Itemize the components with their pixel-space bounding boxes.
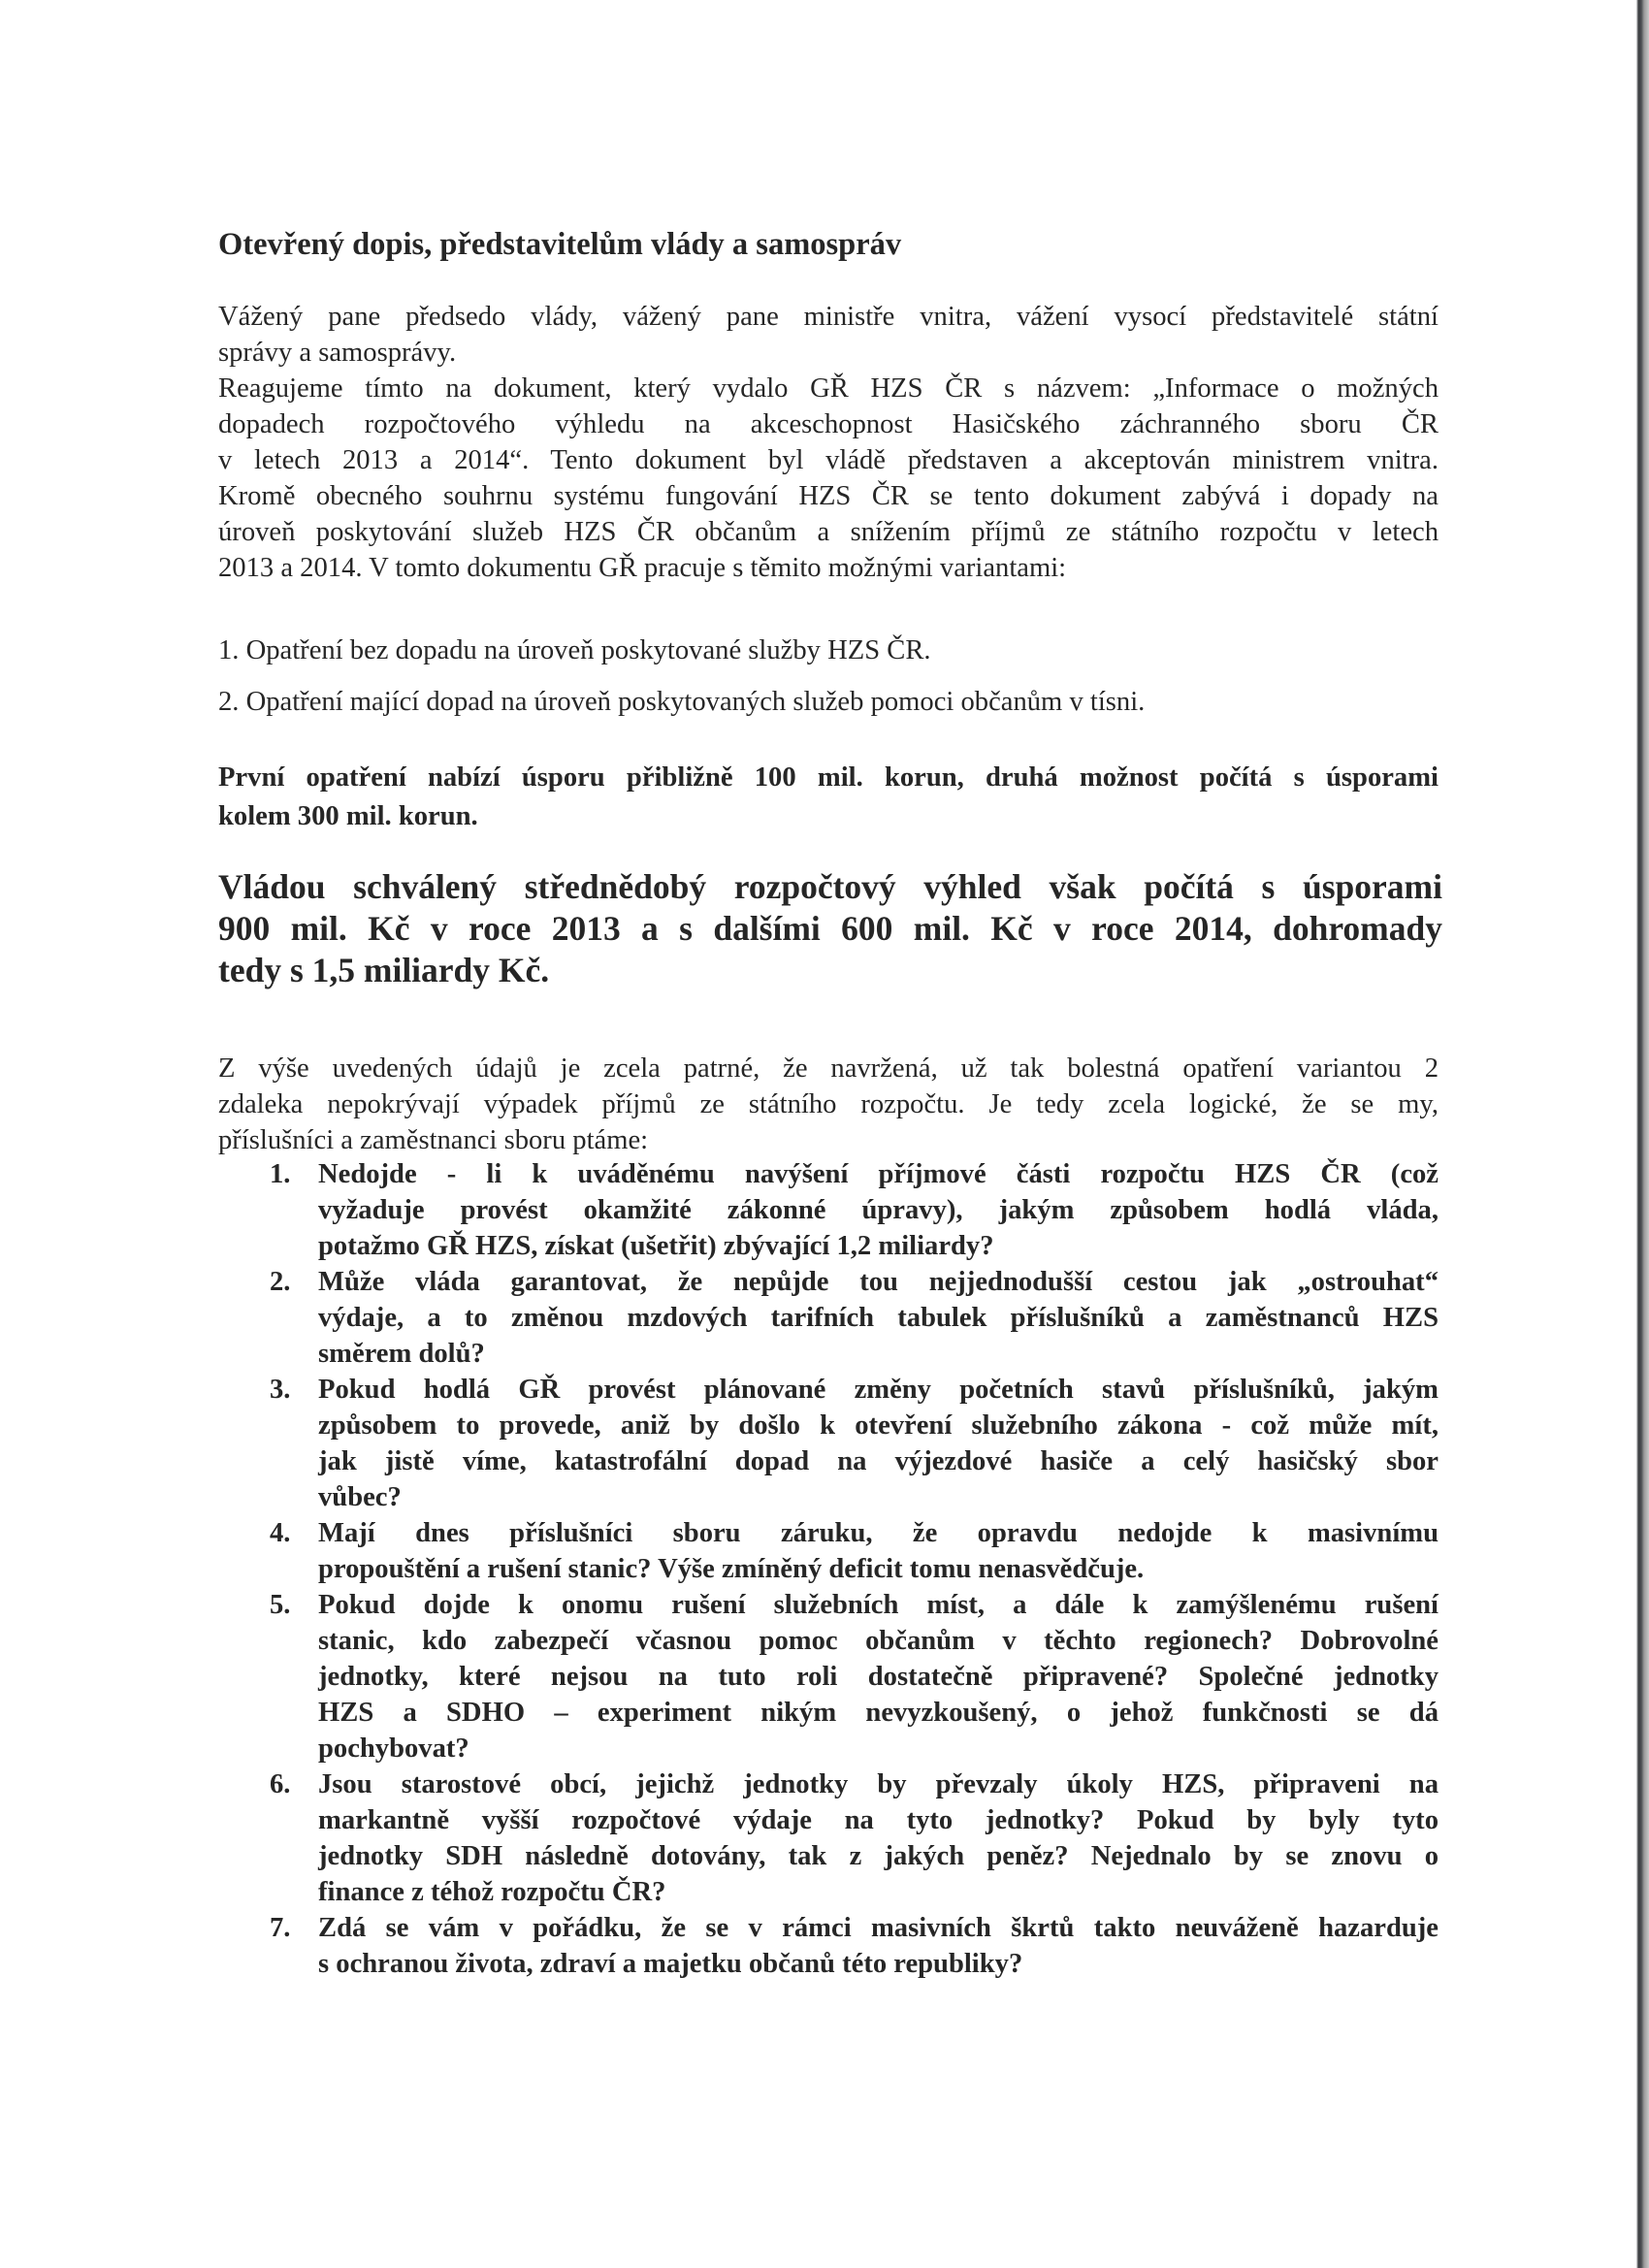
question-line: Může vláda garantovat, že nepůjde tou nejjednodušší cestou jak „ostrouhat“ <box>318 1267 1439 1297</box>
conclusion-paragraph <box>218 1051 1439 1158</box>
question-line: HZS a SDHO – experiment nikým nevyzkoušený, o jehož funkčnosti se dá <box>318 1698 1439 1728</box>
conclusion-line: příslušníci a zaměstnanci sboru ptáme: <box>218 1125 649 1155</box>
variant-item: 1. Opatření bez dopadu na úroveň poskytované služby HZS ČR. <box>218 635 931 665</box>
savings-line: První opatření nabízí úsporu přibližně 100 mil. korun, druhá možnost počítá s úsporami <box>218 762 1439 793</box>
question-item <box>270 1515 1439 1587</box>
question-number: 4. <box>270 1518 291 1548</box>
question-line: výdaje, a to změnou mzdových tarifních tabulek příslušníků a zaměstnanců HZS <box>318 1303 1439 1333</box>
letter-title: Otevřený dopis, představitelům vlády a samospráv <box>218 227 902 262</box>
question-item <box>270 1587 1439 1766</box>
question-number: 3. <box>270 1375 291 1405</box>
question-item <box>270 1372 1439 1515</box>
question-item <box>270 1910 1439 1982</box>
question-line: Mají dnes příslušníci sboru záruku, že opravdu nedojde k masivnímu <box>318 1518 1439 1548</box>
question-line: Pokud dojde k onomu rušení služebních míst, a dále k zamýšlenému rušení <box>318 1590 1439 1620</box>
intro-line: v letech 2013 a 2014“. Tento dokument byl vládě představen a akceptován ministrem vnitra. <box>218 445 1439 475</box>
question-line: vyžaduje provést okamžité zákonné úpravy), jakým způsobem hodlá vláda, <box>318 1195 1439 1225</box>
intro-paragraph <box>218 299 1439 586</box>
savings-paragraph <box>218 759 1439 836</box>
heading-line: Vládou schválený střednědobý rozpočtový výhled však počítá s úsporami <box>218 867 1442 906</box>
question-line: stanic, kdo zabezpečí včasnou pomoc občanům v těchto regionech? Dobrovolné <box>318 1626 1439 1656</box>
intro-line: správy a samosprávy. <box>218 338 457 368</box>
question-line: Pokud hodlá GŘ provést plánované změny početních stavů příslušníků, jakým <box>318 1375 1439 1405</box>
question-number: 2. <box>270 1267 291 1297</box>
question-item <box>270 1264 1439 1372</box>
question-line: potažmo GŘ HZS, získat (ušetřit) zbývající 1,2 miliardy? <box>318 1231 994 1261</box>
question-line: markantně vyšší rozpočtové výdaje na tyto jednotky? Pokud by byly tyto <box>318 1805 1439 1835</box>
intro-line: 2013 a 2014. V tomto dokumentu GŘ pracuje s těmito možnými variantami: <box>218 553 1067 583</box>
question-line: finance z téhož rozpočtu ČR? <box>318 1877 666 1907</box>
question-line: způsobem to provede, aniž by došlo k otevření služebního zákona - což může mít, <box>318 1410 1439 1441</box>
question-item <box>270 1766 1439 1910</box>
intro-line: Vážený pane předsedo vlády, vážený pane ministře vnitra, vážení vysocí představitelé státní <box>218 302 1439 332</box>
conclusion-line: zdaleka nepokrývají výpadek příjmů ze státního rozpočtu. Je tedy zcela logické, že se my, <box>218 1089 1439 1119</box>
question-line: Jsou starostové obcí, jejichž jednotky by převzaly úkoly HZS, připraveni na <box>318 1769 1439 1799</box>
budget-outlook-heading <box>218 866 1442 991</box>
question-number: 7. <box>270 1913 291 1943</box>
conclusion-line: Z výše uvedených údajů je zcela patrné, že navržená, už tak bolestná opatření variantou 2 <box>218 1053 1439 1084</box>
question-line: vůbec? <box>318 1482 402 1512</box>
question-item <box>270 1156 1439 1264</box>
variant-item: 2. Opatření mající dopad na úroveň poskytovaných služeb pomoci občanům v tísni. <box>218 687 1146 717</box>
question-line: směrem dolů? <box>318 1339 485 1369</box>
question-line: jednotky, které nejsou na tuto roli dostatečně připravené? Společné jednotky <box>318 1662 1439 1692</box>
question-number: 1. <box>270 1159 291 1189</box>
heading-line: 900 mil. Kč v roce 2013 a s dalšími 600 mil. Kč v roce 2014, dohromady <box>218 909 1442 948</box>
scan-edge-shadow <box>1635 0 1649 2268</box>
question-line: Nedojde - li k uváděnému navýšení příjmové části rozpočtu HZS ČR (což <box>318 1159 1439 1189</box>
question-number: 6. <box>270 1769 291 1799</box>
heading-line: tedy s 1,5 miliardy Kč. <box>218 951 550 989</box>
intro-line: Reagujeme tímto na dokument, který vydalo GŘ HZS ČR s názvem: „Informace o možných <box>218 373 1439 404</box>
intro-line: úroveň poskytování služeb HZS ČR občanům a snížením příjmů ze státního rozpočtu v letech <box>218 517 1439 547</box>
question-line: jak jistě víme, katastrofální dopad na výjezdové hasiče a celý hasičský sbor <box>318 1446 1439 1476</box>
question-line: jednotky SDH následně dotovány, tak z jakých peněz? Nejednalo by se znovu o <box>318 1841 1439 1871</box>
savings-line: kolem 300 mil. korun. <box>218 801 478 831</box>
intro-line: dopadech rozpočtového výhledu na akceschopnost Hasičského záchranného sboru ČR <box>218 409 1439 439</box>
question-line: Zdá se vám v pořádku, že se v rámci masivních škrtů takto neuváženě hazarduje <box>318 1913 1439 1943</box>
question-line: s ochranou života, zdraví a majetku občanů této republiky? <box>318 1949 1023 1979</box>
intro-line: Kromě obecného souhrnu systému fungování HZS ČR se tento dokument zabývá i dopady na <box>218 481 1439 511</box>
question-line: propouštění a rušení stanic? Výše zmíněný deficit tomu nenasvědčuje. <box>318 1554 1145 1584</box>
questions-list <box>270 1156 1439 1982</box>
question-line: pochybovat? <box>318 1733 469 1764</box>
question-number: 5. <box>270 1590 291 1620</box>
